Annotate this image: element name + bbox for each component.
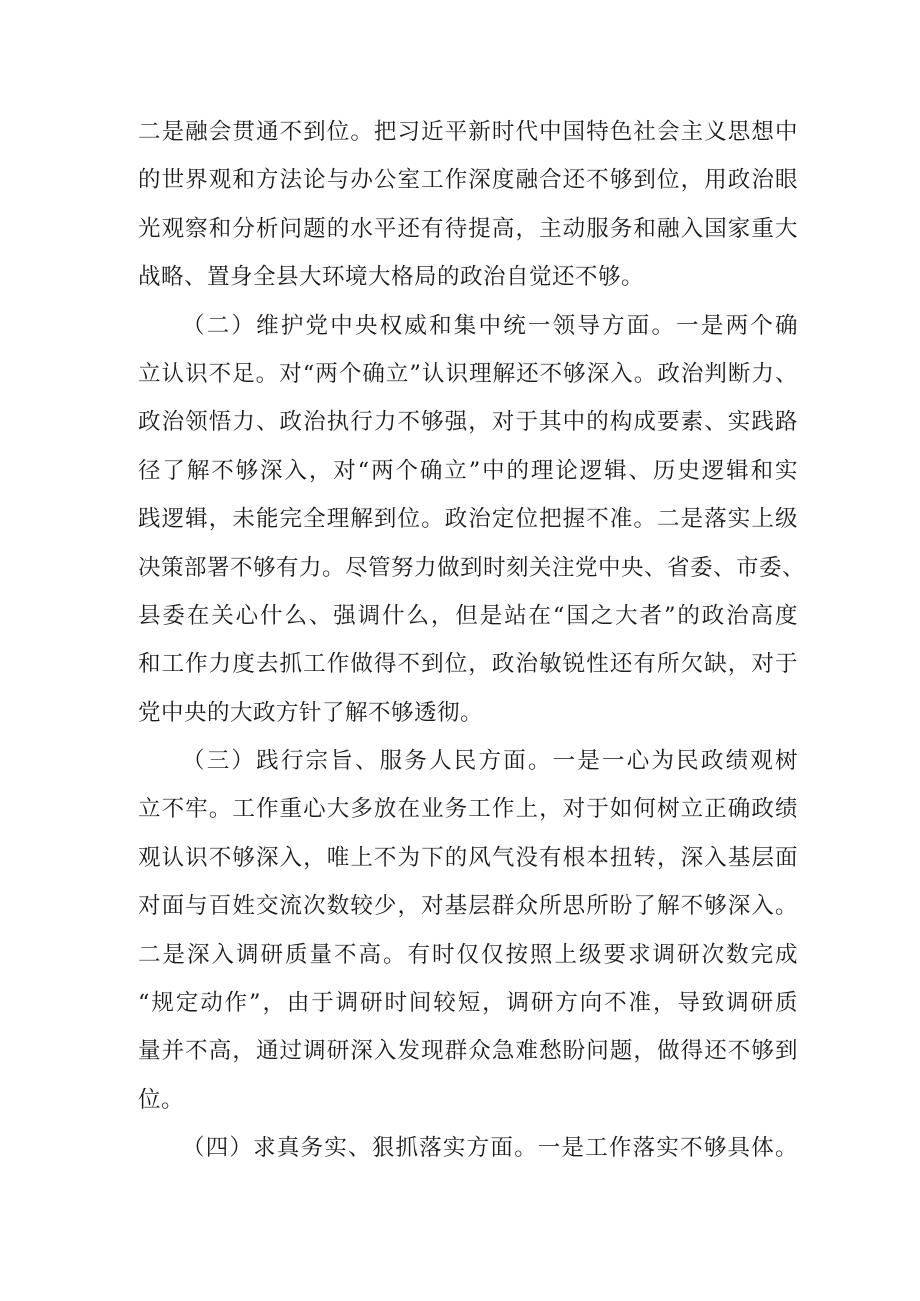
section-heading-line: （四）求真务实、狠抓落实方面。一是工作落实不够具体。 [182,1135,798,1162]
text-line: 的世界观和方法论与办公室工作深度融合还不够到位，用政治眼 [138,167,798,194]
text-line: 量并不高，通过调研深入发现群众急难愁盼问题，做得还不够到 [138,1038,798,1065]
text-line: 径了解不够深入，对“两个确立”中的理论逻辑、历史逻辑和实 [138,457,798,484]
text-line: 决策部署不够有力。尽管努力做到时刻关注党中央、省委、市委、 [138,554,806,581]
section-heading-line: （二）维护党中央权威和集中统一领导方面。一是两个确 [182,312,798,339]
text-line: 位。 [138,1086,185,1113]
text-line: 二是融会贯通不到位。把习近平新时代中国特色社会主义思想中 [138,119,798,145]
document-body [138,108,806,1173]
text-line: 立认识不足。对“两个确立”认识理解还不够深入。政治判断力、 [138,360,798,387]
text-line: 光观察和分析问题的水平还有待提高，主动服务和融入国家重大 [138,215,798,242]
text-line: 战略、置身全县大环境大格局的政治自觉还不够。 [138,264,645,291]
text-line: 践逻辑，未能完全理解到位。政治定位把握不准。二是落实上级 [138,506,798,533]
text-line: 二是深入调研质量不高。有时仅仅按照上级要求调研次数完成 [138,941,798,968]
text-line: 党中央的大政方针了解不够透彻。 [138,699,484,726]
section-heading-line: （三）践行宗旨、服务人民方面。一是一心为民政绩观树 [182,748,798,775]
text-line: “规定动作”，由于调研时间较短，调研方向不准，导致调研质 [138,990,798,1017]
text-line: 立不牢。工作重心大多放在业务工作上，对于如何树立正确政绩 [138,796,798,823]
text-line: 和工作力度去抓工作做得不到位，政治敏锐性还有所欠缺，对于 [138,651,798,678]
text-line: 政治领悟力、政治执行力不够强，对于其中的构成要素、实践路 [138,409,798,436]
text-line: 对面与百姓交流次数较少，对基层群众所思所盼了解不够深入。 [138,893,798,920]
text-line: 县委在关心什么、强调什么，但是站在“国之大者”的政治高度 [138,602,798,629]
text-line: 观认识不够深入，唯上不为下的风气没有根本扭转，深入基层面 [138,844,798,871]
